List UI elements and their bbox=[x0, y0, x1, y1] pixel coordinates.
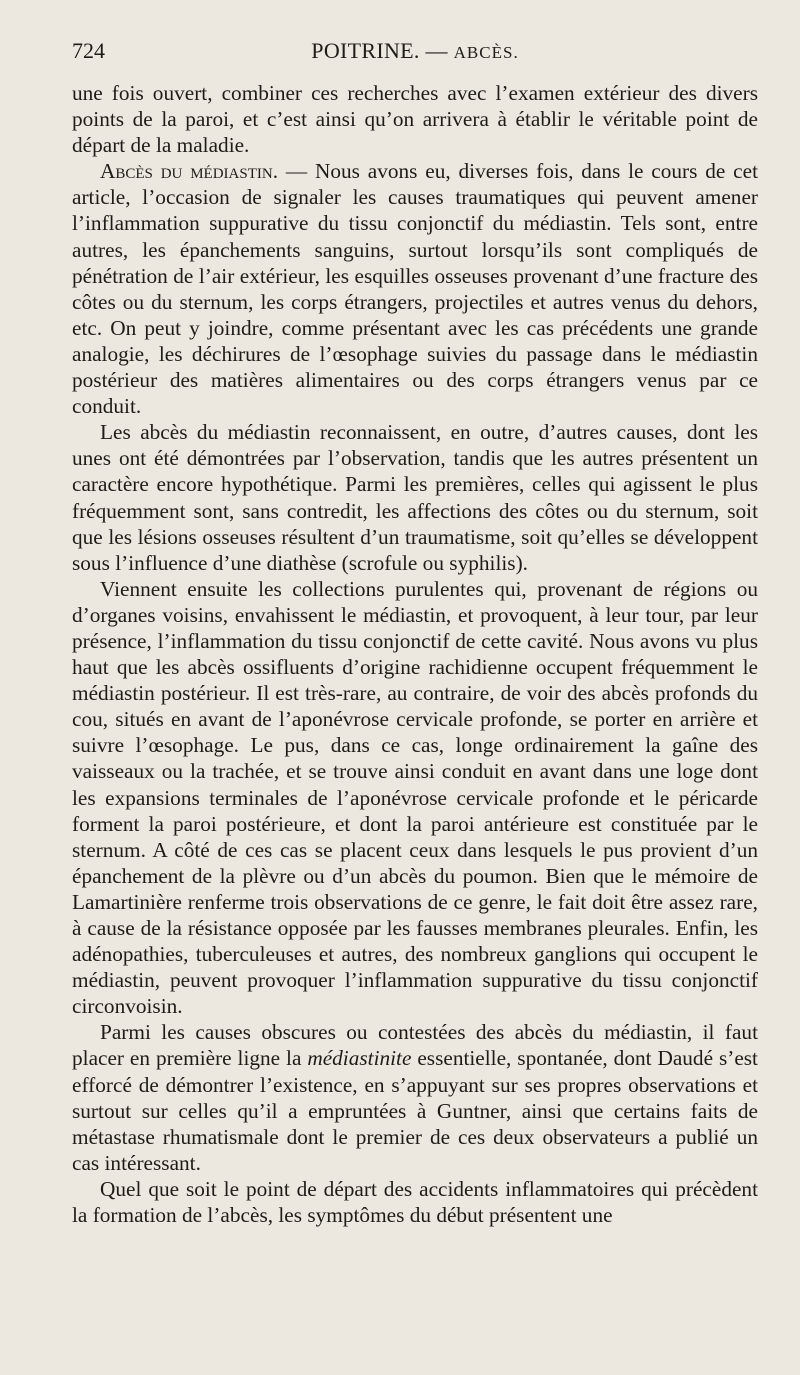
paragraph-text: Nous avons eu, diverses fois, dans le cours de cet article, l’occasion de signaler les causes traumatiques qui peuvent amener l’inflammation suppurative du tissu conjonctif du médiastin. Tels sont, entre autres, les épanchements sanguins, surtout lorsqu’ils sont compliqués de pénétration de l’air extérieur, les esquilles osseuses provenant d’une fracture des côtes ou du sternum, les corps étrangers, projectiles et autres venus du dehors, etc. On peut y joindre, comme présentant avec les cas précédents une grande analogie, les déchirures de l’œsophage suivies du passage dans le médiastin postérieur des matières alimentaires ou des corps étrangers venus par ce conduit. bbox=[72, 159, 758, 419]
page-number: 724 bbox=[72, 38, 105, 63]
paragraph-other-causes: Les abcès du médiastin reconnaissent, en outre, d’autres causes, dont les unes ont été démontrées par l’observation, tandis que les autres présentent un caractère encore hypothétique. Parmi les premières, celles qui agissent le plus fréquemment sont, sans contredit, les affections des côtes ou du sternum, soit que les lésions osseuses résultent d’un traumatisme, soit qu’elles se développent sous l’influence d’une diathèse (scrofule ou syphilis). bbox=[72, 420, 758, 575]
paragraph-obscure-causes bbox=[72, 1019, 758, 1176]
heading-dash: — bbox=[285, 159, 308, 184]
header-subtitle: ABCÈS. bbox=[453, 43, 519, 62]
paragraph-mediastin-abscess bbox=[72, 158, 758, 419]
paragraph-text-before: Parmi les causes obscures ou contestées des abcès du médiastin, il faut placer en première ligne la bbox=[72, 1020, 758, 1071]
page-body bbox=[72, 80, 758, 1228]
paragraph-continuation: une fois ouvert, combiner ces recherches avec l’examen extérieur des divers points de la paroi, et c’est ainsi qu’on arrivera à établir le véritable point de départ de la maladie. bbox=[72, 81, 758, 158]
paragraph-text-after: essentielle, spontanée, dont Daudé s’est efforcé de démontrer l’existence, en s’appuyant sur ses propres observations et surtout sur celles qu’il a empruntées à Guntner, ainsi que certains faits de métastase rhumatismale dont le premier de ces deux observateurs a publié un cas intéressant. bbox=[72, 1046, 758, 1175]
paragraph-purulent-collections: Viennent ensuite les collections purulentes qui, provenant de régions ou d’organes voisins, envahissent le médiastin, et provoquent, à leur tour, par leur présence, l’inflammation du tissu conjonctif de cette cavité. Nous avons vu plus haut que les abcès ossifluents d’origine rachidienne occupent fréquemment le médiastin postérieur. Il est très-rare, au contraire, de voir des abcès profonds du cou, situés en avant de l’aponévrose cervicale profonde, se porter en arrière et suivre l’œsophage. Le pus, dans ce cas, longe ordinairement la gaîne des vaisseaux ou la trachée, et se trouve ainsi conduit en avant dans une loge dont les expansions terminales de l’aponévrose cervicale profonde et le péricarde forment la paroi postérieure, et dont la paroi antérieure est constituée par le sternum. A côté de ces cas se placent ceux dans lesquels le pus provient d’un épanchement de la plèvre ou d’un abcès du poumon. Bien que le mémoire de Lamartinière renferme trois observations de ce genre, le fait doit être assez rare, à cause de la résistance opposée par les fausses membranes pleurales. Enfin, les adénopathies, tuberculeuses et autres, des nombreux ganglions qui occupent le médiastin, peuvent provoquer l’inflammation suppurative du tissu conjonctif circonvoisin. bbox=[72, 576, 758, 1019]
running-title bbox=[72, 38, 758, 64]
section-heading: Abcès du médiastin. bbox=[100, 159, 279, 184]
header-title: POITRINE. bbox=[311, 38, 420, 63]
paragraph-symptoms: Quel que soit le point de départ des accidents inflammatoires qui précèdent la formation de l’abcès, les symptômes du début présentent une bbox=[72, 1176, 758, 1228]
running-header bbox=[72, 38, 758, 70]
emphasized-term: médiastinite bbox=[307, 1046, 412, 1071]
header-separator: — bbox=[425, 38, 448, 63]
